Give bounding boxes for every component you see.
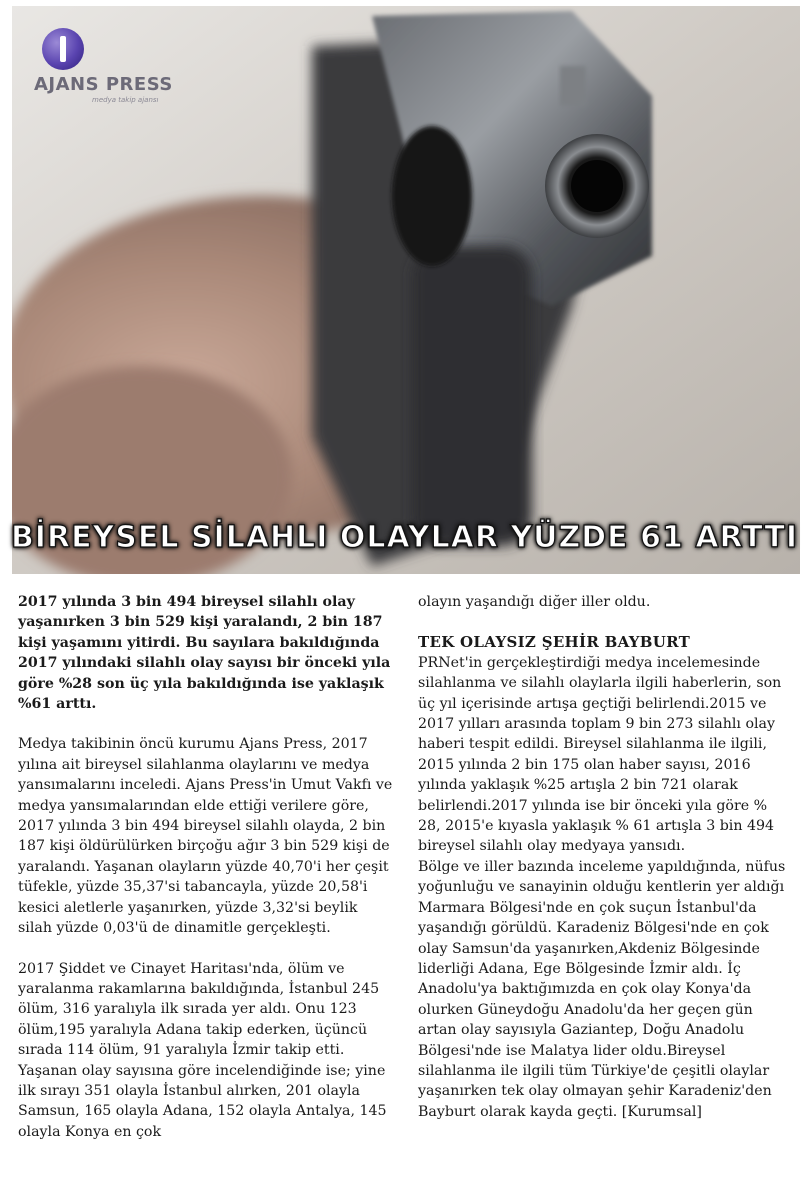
article-paragraph-continued: olayın yaşandığı diğer iller oldu. — [418, 594, 651, 610]
ajans-press-logo — [34, 28, 204, 118]
article-lead: 2017 yılında 3 bin 494 bireysel silahlı olay yaşanırken 3 bin 529 kişi yaralandı, 2 bin 187 kişi yaşamını yitirdi. Bu sayılara bakıldığında 2017 yılındaki silahlı olay sayısı bir önceki yıla göre %28 son üç yıla bakıldığında ise yaklaşık %61 arttı. — [18, 594, 391, 713]
article-paragraph: 2017 Şiddet ve Cinayet Haritası'nda, ölüm ve yaralanma rakamlarına bakıldığında, İstanbul 245 ölüm, 316 yaralıyla ilk sırada yer aldı. Onu 123 ölüm,195 yaralıyla Adana takip ederken, üçüncü sırada 114 ölüm, 91 yaralıyla İzmir takip etti. Yaşanan olay sayısına göre incelendiğinde ise; yine ilk sırayı 351 olayla İstanbul alırken, 201 olayla Samsun, 165 olayla Adana, 152 olayla Antalya, 145 olayla Konya en çok — [18, 960, 387, 1140]
headline-text: BİREYSEL SİLAHLI OLAYLAR YÜZDE 61 ARTTI — [10, 520, 799, 555]
article-column-left — [18, 592, 394, 1142]
logo-title: AJANS PRESS — [34, 74, 173, 95]
article-paragraph: PRNet'in gerçekleştirdiği medya incelemesinde silahlanma ve silahlı olaylarla ilgili haberlerin, son üç yıl içerisinde artışa geçtiği belirlendi.2015 ve 2017 yılları arasında toplam 9 bin 273 silahlı olay haberi tespit edildi. Bireysel silahlanma ile ilgili, 2015 yılında 2 bin 175 olan haber sayısı, 2016 yılında yaklaşık %25 artışla 2 bin 721 olarak belirlendi.2017 yılında ise bir önceki yıla göre % 28, 2015'e kıyasla yaklaşık % 61 artışla 3 bin 494 bireysel silahlı olay medyaya yansıdı. — [418, 654, 782, 855]
article-paragraph: Bölge ve iller bazında inceleme yapıldığında, nüfus yoğunluğu ve sanayinin olduğu kentlerin yer aldığı Marmara Bölgesi'nde en çok suçun İstanbul'da yaşandığı görüldü. Karadeniz Bölgesi'nde en çok olay Samsun'da yaşanırken,Akdeniz Bölgesinde liderliği Adana, Ege Bölgesinde İzmir aldı. İç Anadolu'ya baktığımızda en çok olay Konya'da olurken Güneydoğu Anadolu'da her geçen gün artan olay sayısıyla Gaziantep, Doğu Anadolu Bölgesi'nde ise Malatya lider oldu.Bireysel silahlanma ile ilgili tüm Türkiye'de çeşitli olaylar yaşanırken tek olay olmayan şehir Karadeniz'den Bayburt olarak kayda geçti. [Kurumsal] — [418, 858, 786, 1120]
logo-tagline: medya takip ajansı — [92, 96, 159, 104]
hero-photo — [12, 6, 800, 574]
section-subheading: TEK OLAYSIZ ŞEHİR BAYBURT — [418, 633, 691, 652]
article-headline — [0, 520, 809, 555]
article-paragraph: Medya takibinin öncü kurumu Ajans Press, 2017 yılına ait bireysel silahlanma olaylarını ve medya yansımalarını inceledi. Ajans Press'in Umut Vakfı ve medya yansımalarından elde ettiği verilere göre, 2017 yılında 3 bin 494 bireysel silahlı olayda, 2 bin 187 kişi öldürülürken birçoğu ağır 3 bin 529 kişi de yaralandı. Yaşanan olayların yüzde 40,70'i her çeşit tüfekle, yüzde 35,37'si tabancayla, yüzde 20,58'i kesici aletlerle yaşanırken, yüzde 3,32'si beylik silah yüzde 0,03'ü de dinamitle gerçekleşti. — [18, 736, 393, 937]
article-column-right — [418, 592, 790, 1122]
logo-mark-icon — [42, 28, 84, 70]
